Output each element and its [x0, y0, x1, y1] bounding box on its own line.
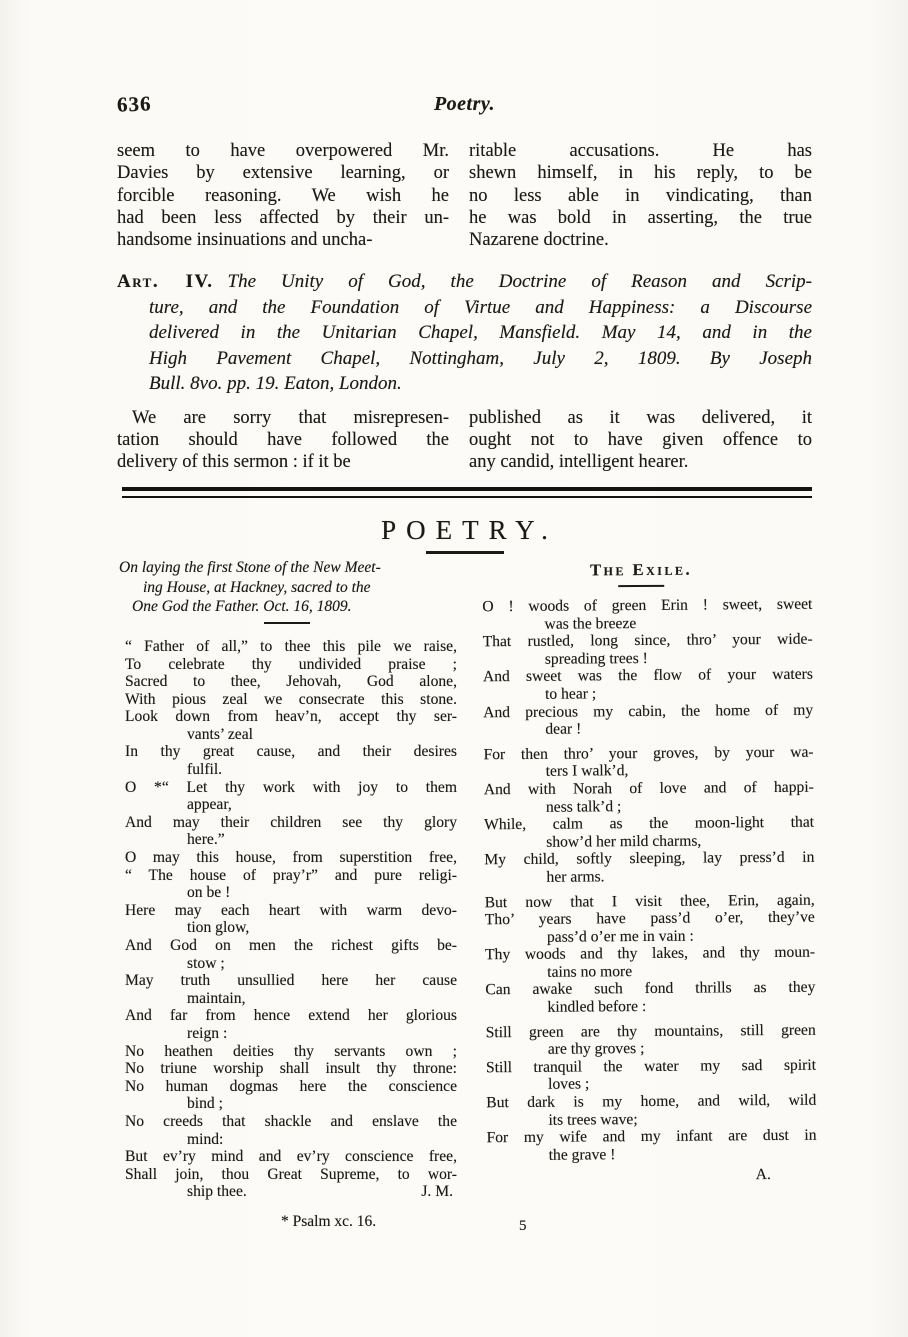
poem-left-body	[117, 638, 457, 1201]
poem-left-title-rule	[264, 622, 310, 624]
prose-line	[117, 429, 449, 451]
poem-line	[125, 1166, 457, 1184]
poem-line	[125, 1078, 457, 1096]
prose-line	[117, 185, 449, 207]
line-text: That rustled, long since, thro’ your wide-	[482, 631, 813, 651]
line-text: In thy great cause, and their desires	[125, 743, 457, 761]
prose-line	[469, 429, 812, 451]
poem-line	[125, 1025, 457, 1043]
line-text: Bull. 8vo. pp. 19. Eaton, London.	[149, 373, 402, 395]
poem-line	[125, 955, 457, 973]
poem-line	[485, 944, 815, 964]
line-text: ought not to have given offence to	[469, 429, 812, 450]
article-heading-line	[117, 371, 812, 396]
line-text: O may this house, from superstition free,	[125, 849, 457, 867]
prose-line	[469, 407, 812, 429]
poem-line	[125, 656, 457, 674]
line-text: No heathen deities thy servants own ;	[125, 1042, 457, 1060]
poem-line	[483, 702, 813, 722]
line-text: Davies by extensive learning, or	[117, 163, 449, 184]
poem-line	[484, 867, 814, 887]
line-text: maintain,	[187, 989, 246, 1007]
line-text: are thy groves ;	[547, 1040, 645, 1059]
gathering-signature-mark: 5	[519, 1218, 527, 1234]
article-heading	[117, 269, 812, 396]
poem-line	[125, 831, 457, 849]
poem-right-title-rule	[618, 585, 664, 587]
poem-line	[125, 691, 457, 709]
prose-line	[117, 407, 449, 429]
line-text: had been less affected by their un-	[117, 207, 449, 228]
poem-line	[125, 884, 457, 902]
page-header	[117, 92, 812, 120]
line-text: vants’ zeal	[187, 725, 253, 743]
prose-line	[469, 140, 812, 162]
poetry-columns	[117, 558, 817, 1231]
poem-line	[125, 1183, 457, 1201]
line-text: No triune worship shall insult thy throne:	[125, 1060, 457, 1078]
review-continuation	[117, 140, 812, 251]
poem-line	[125, 849, 457, 867]
poem-right-title: The Exile.	[590, 560, 693, 580]
line-text: For my wife and my infant are dust in	[486, 1127, 817, 1147]
poetry-section-title: POETRY.	[381, 515, 558, 546]
line-text: delivered in the Unitarian Chapel, Mansfield. May 14, and in the	[149, 322, 812, 344]
line-text: tains no more	[547, 963, 633, 982]
line-text: show’d her mild charms,	[546, 832, 702, 851]
poem-title-line	[119, 578, 457, 598]
line-text: A.	[755, 1166, 771, 1184]
line-text: For then thro’ your groves, by your wa-	[483, 743, 814, 764]
line-text: O ! woods of green Erin ! sweet, sweet	[482, 596, 813, 616]
line-text: But ev’ry mind and ev’ry conscience free,	[125, 1148, 457, 1166]
line-text: Nazarene doctrine.	[469, 230, 609, 251]
line-text: No creeds that shackle and enslave the	[125, 1112, 457, 1130]
poem-line	[125, 761, 457, 779]
poem-line	[125, 779, 457, 797]
poem-line	[125, 743, 457, 761]
article-heading-line	[117, 346, 812, 371]
poem-line	[484, 779, 814, 799]
poem-left-column	[117, 558, 457, 1231]
poem-line	[125, 673, 457, 691]
article-heading-line	[117, 320, 812, 345]
line-text: her arms.	[546, 868, 605, 887]
line-text: handsome insinuations and uncha-	[117, 230, 373, 251]
line-text: High Pavement Chapel, Nottingham, July 2, 1809. By Joseph	[149, 347, 812, 369]
poem-title-line	[119, 558, 457, 578]
poem-line	[483, 631, 813, 651]
prose-line	[117, 207, 449, 229]
line-text: Thy woods and thy lakes, and thy moun-	[485, 944, 816, 964]
article-number-label: Art. IV.	[117, 271, 214, 293]
page-number: 636	[116, 91, 152, 117]
line-text: published as it was delivered, it	[469, 407, 812, 428]
poem-line	[125, 1113, 457, 1131]
line-text: no less able in vindicating, than	[469, 185, 812, 206]
prose-line	[469, 185, 812, 207]
poem-line	[482, 596, 812, 616]
poem-line	[125, 937, 457, 955]
line-text: delivery of this sermon : if it be	[117, 452, 351, 473]
line-text: Look down from heav’n, accept thy ser-	[125, 708, 457, 726]
line-text: But dark is my home, and wild, wild	[486, 1092, 817, 1112]
prose-line	[469, 229, 812, 251]
poem-line	[485, 997, 815, 1017]
prose-line	[469, 207, 812, 229]
poem-line	[483, 666, 813, 686]
poem-line	[125, 972, 457, 990]
line-text: its trees wave;	[548, 1111, 638, 1129]
poem-line	[486, 1092, 816, 1112]
poem-line	[483, 744, 813, 764]
poem-line	[486, 1127, 816, 1147]
line-text: appear,	[187, 796, 232, 814]
line-text: was the breeze	[544, 615, 637, 633]
prose-line	[117, 451, 449, 473]
poem-line	[125, 919, 457, 937]
poem-line	[486, 1022, 816, 1042]
line-text: With pious zeal we consecrate this stone.	[125, 690, 457, 708]
line-text: to hear ;	[545, 685, 597, 704]
prose-line	[117, 140, 449, 162]
section-divider-double-rule	[122, 487, 812, 498]
poem-line	[125, 990, 457, 1008]
line-text: We are sorry that misrepresen-	[132, 407, 449, 428]
line-text: On laying the first Stone of the New Meet-	[119, 559, 381, 577]
prose-line	[117, 229, 449, 251]
line-text: And sweet was the flow of your waters	[482, 666, 813, 687]
line-text: May truth unsullied here her cause	[125, 972, 457, 990]
line-text: And with Norah of love and of happi-	[483, 778, 814, 799]
line-text: loves ;	[548, 1076, 590, 1094]
prose-line	[117, 162, 449, 184]
poem-right-column	[470, 557, 817, 1232]
poem-line	[125, 796, 457, 814]
poem-line	[484, 849, 814, 869]
line-text: mind:	[187, 1130, 224, 1148]
line-text: And precious my cabin, the home of my	[483, 701, 814, 722]
line-text: Still green are thy mountains, still green	[485, 1021, 816, 1042]
note-right-column	[469, 407, 812, 474]
line-text: bind ;	[187, 1095, 223, 1113]
line-text: he was bold in asserting, the true	[469, 207, 812, 228]
poem-line	[125, 1007, 457, 1025]
line-text: “ Father of all,” to thee this pile we raise,	[125, 637, 457, 655]
poem-line	[125, 814, 457, 832]
line-text: Still tranquil the water my sad spirit	[485, 1056, 817, 1077]
line-text: Can awake such fond thrills as they	[485, 979, 816, 1000]
poem-line	[487, 1145, 817, 1165]
line-text: ing House, at Hackney, sacred to the	[143, 578, 371, 596]
poem-line	[125, 726, 457, 744]
line-text: the grave !	[548, 1146, 616, 1164]
line-text: spreading trees !	[544, 650, 648, 668]
line-text: here.”	[187, 831, 225, 849]
poem-line	[485, 980, 815, 1000]
poem-line	[487, 1166, 817, 1186]
line-text: ness talk’d ;	[545, 798, 622, 816]
review-right-column	[469, 140, 812, 251]
note-left-column	[117, 407, 449, 474]
line-text: Shall join, thou Great Supreme, to wor-	[125, 1165, 457, 1183]
line-text: forcible reasoning. We wish he	[117, 185, 449, 206]
line-text: ters I walk’d,	[545, 762, 629, 781]
poem-line	[125, 1043, 457, 1061]
line-text: Tho’ years have pass’d o’er, they’ve	[484, 909, 815, 929]
line-text: reign :	[187, 1024, 228, 1042]
line-text: kindled before :	[547, 998, 647, 1017]
line-text: ritable accusations. He has	[469, 141, 812, 161]
line-text: And may their children see thy glory	[125, 813, 457, 831]
poem-line	[125, 638, 457, 656]
poem-right-body	[470, 596, 817, 1187]
poem-footnote: * Psalm xc. 16.	[281, 1212, 377, 1230]
line-text: Sacred to thee, Jehovah, God alone,	[125, 673, 457, 691]
poem-line	[125, 1148, 457, 1166]
prose-line	[469, 162, 812, 184]
poem-title-line	[119, 597, 457, 617]
poetry-title-rule	[426, 551, 504, 554]
line-text: pass’d o’er me in vain :	[546, 927, 694, 946]
line-text: And far from hence extend her glorious	[125, 1007, 457, 1025]
line-text: tation should have followed the	[117, 429, 449, 450]
prose-line	[469, 451, 812, 473]
running-head: Poetry.	[433, 93, 496, 115]
line-text: tion glow,	[187, 919, 250, 937]
poem-line	[125, 902, 457, 920]
author-signature: J. M.	[421, 1183, 453, 1201]
line-text: stow ;	[187, 954, 225, 972]
poem-line	[125, 867, 457, 885]
line-text: O *“ Let thy work with joy to them	[125, 778, 457, 796]
line-text: “ The house of pray’r” and pure religi-	[125, 866, 457, 884]
line-text: One God the Father. Oct. 16, 1809.	[132, 598, 352, 616]
poem-line	[125, 1095, 457, 1113]
poem-line	[485, 909, 815, 929]
article-heading-line	[117, 269, 812, 294]
line-text: My child, softly sleeping, lay press’d in	[484, 849, 815, 869]
line-text: shewn himself, in his reply, to be	[469, 163, 812, 184]
article-heading-line	[117, 295, 812, 320]
line-text: No human dogmas here the conscience	[125, 1077, 457, 1095]
line-text: ture, and the Foundation of Virtue and Happiness: a Discourse	[149, 296, 812, 318]
line-text: on be !	[187, 884, 231, 902]
poem-line	[125, 708, 457, 726]
line-text: But now that I visit thee, Erin, again,	[484, 891, 815, 912]
line-text: Here may each heart with warm devo-	[125, 901, 457, 919]
line-text: ship thee.	[187, 1183, 247, 1201]
review-left-column	[117, 140, 449, 251]
line-text: dear !	[545, 721, 582, 739]
poem-line	[125, 1060, 457, 1078]
line-text: The Unity of God, the Doctrine of Reason and Scrip-	[227, 271, 813, 293]
line-text: any candid, intelligent hearer.	[469, 452, 689, 473]
line-text: And God on men the richest gifts be-	[125, 937, 457, 954]
poem-line	[483, 719, 813, 739]
line-text: seem to have overpowered Mr.	[117, 141, 449, 161]
poem-left-title	[117, 558, 457, 617]
line-text: While, calm as the moon-light that	[484, 814, 815, 834]
poem-line	[125, 1131, 457, 1149]
poem-line	[484, 814, 814, 834]
line-text: fulfil.	[187, 761, 223, 779]
article-note	[117, 407, 812, 474]
line-text: To celebrate thy undivided praise ;	[125, 655, 457, 673]
